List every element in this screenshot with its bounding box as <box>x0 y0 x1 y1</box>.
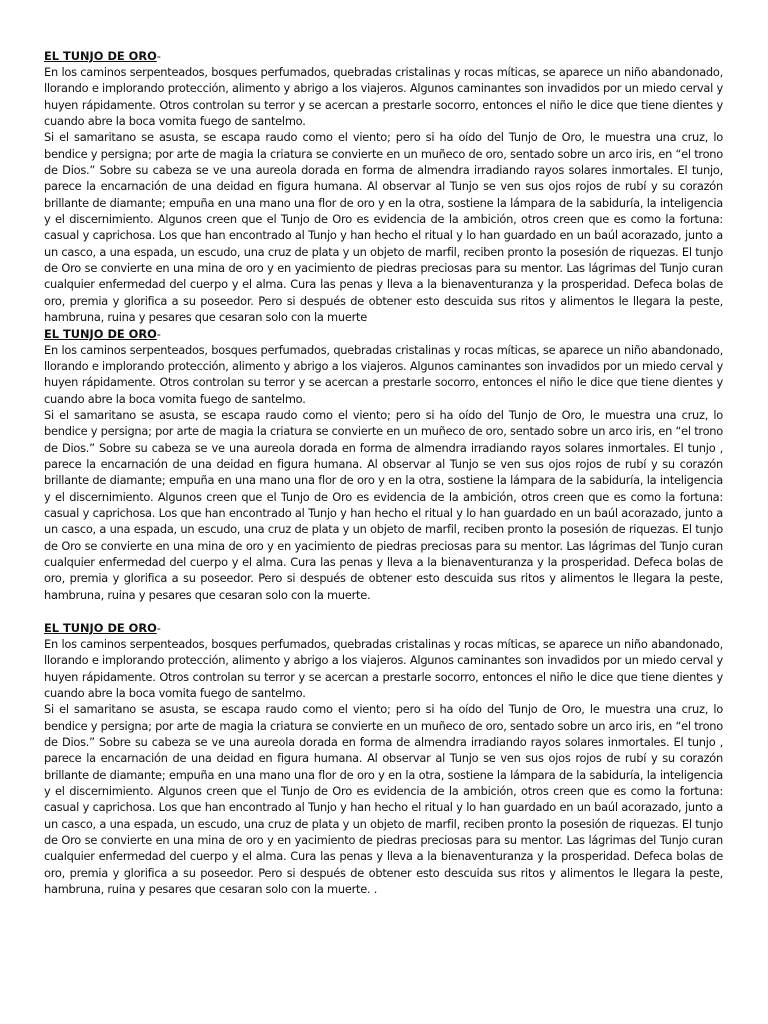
paragraph: En los caminos serpenteados, bosques perfumados, quebradas cristalinas y rocas míticas, se aparece un niño abandonado, llorando e implorando protección, alimento y abrigo a los viajeros. Algunos caminantes son invadidos por un miedo cerval y huyen rápidamente. Otros controlan su terror y se acercan a prestarle socorro, entonces el niño le dice que tiene dientes y cuando abre la boca vomita fuego de santelmo. <box>44 342 723 406</box>
story-section-1 <box>44 48 723 326</box>
section-title-text: EL TUNJO DE ORO <box>44 621 157 635</box>
section-title <box>44 620 723 636</box>
section-title-suffix: - <box>156 49 161 63</box>
section-title-suffix: - <box>156 326 161 341</box>
section-title-text: EL TUNJO DE ORO <box>44 326 157 341</box>
section-title-suffix: - <box>156 621 161 635</box>
section-title <box>44 48 723 64</box>
story-section-2 <box>44 326 723 604</box>
section-title <box>44 326 723 342</box>
paragraph: En los caminos serpenteados, bosques perfumados, quebradas cristalinas y rocas míticas, se aparece un niño abandonado, llorando e implorando protección, alimento y abrigo a los viajeros. Algunos caminantes son invadidos por un miedo cerval y huyen rápidamente. Otros controlan su terror y se acercan a prestarle socorro, entonces el niño le dice que tiene dientes y cuando abre la boca vomita fuego de santelmo. <box>44 65 723 129</box>
story-section-3 <box>44 620 723 898</box>
section-title-text: EL TUNJO DE ORO <box>44 49 157 63</box>
paragraph: En los caminos serpenteados, bosques perfumados, quebradas cristalinas y rocas míticas, se aparece un niño abandonado, llorando e implorando protección, alimento y abrigo a los viajeros. Algunos caminantes son invadidos por un miedo cerval y huyen rápidamente. Otros controlan su terror y se acercan a prestarle socorro, entonces el niño le dice que tiene dientes y cuando abre la boca vomita fuego de santelmo. <box>44 637 723 701</box>
document-page <box>44 48 723 898</box>
paragraph: Si el samaritano se asusta, se escapa raudo como el viento; pero si ha oído del Tunjo de Oro, le muestra una cruz, lo bendice y persigna; por arte de magia la criatura se convierte en un muñeco de oro, sentado sobre un arco iris, en “el trono de Dios.” Sobre su cabeza se ve una aureola dorada en forma de almendra irradiando rayos solares inmortales. El tunjo , parece la encarnación de una deidad en figura humana. Al observar al Tunjo se ven sus ojos rojos de rubí y su corazón brillante de diamante; empuña en una mano una flor de oro y en la otra, sostiene la lámpara de la sabiduría, la inteligencia y el discernimiento. Algunos creen que el Tunjo de Oro es evidencia de la ambición, otros creen que es como la fortuna: casual y caprichosa. Los que han encontrado al Tunjo y han hecho el ritual y lo han guardado en un baúl acorazado, junto a un casco, a una espada, un escudo, una cruz de plata y un objeto de marfil, reciben pronto la posesión de riquezas. El tunjo de Oro se convierte en una mina de oro y en yacimiento de piedras preciosas para su mentor. Las lágrimas del Tunjo curan cualquier enfermedad del cuerpo y el alma. Cura las penas y lleva a la bienaventuranza y la prosperidad. Defeca bolas de oro, premia y glorifica a su poseedor. Pero si después de obtener esto descuida sus ritos y alimentos le llegara la peste, hambruna, ruina y pesares que cesaran solo con la muerte. <box>44 407 723 602</box>
paragraph: Si el samaritano se asusta, se escapa raudo como el viento; pero si ha oído del Tunjo de Oro, le muestra una cruz, lo bendice y persigna; por arte de magia la criatura se convierte en un muñeco de oro, sentado sobre un arco iris, en “el trono de Dios.” Sobre su cabeza se ve una aureola dorada en forma de almendra irradiando rayos solares inmortales. El tunjo , parece la encarnación de una deidad en figura humana. Al observar al Tunjo se ven sus ojos rojos de rubí y su corazón brillante de diamante; empuña en una mano una flor de oro y en la otra, sostiene la lámpara de la sabiduría, la inteligencia y el discernimiento. Algunos creen que el Tunjo de Oro es evidencia de la ambición, otros creen que es como la fortuna: casual y caprichosa. Los que han encontrado al Tunjo y han hecho el ritual y lo han guardado en un baúl acorazado, junto a un casco, a una espada, un escudo, una cruz de plata y un objeto de marfil, reciben pronto la posesión de riquezas. El tunjo de Oro se convierte en una mina de oro y en yacimiento de piedras preciosas para su mentor. Las lágrimas del Tunjo curan cualquier enfermedad del cuerpo y el alma. Cura las penas y lleva a la bienaventuranza y la prosperidad. Defeca bolas de oro, premia y glorifica a su poseedor. Pero si después de obtener esto descuida sus ritos y alimentos le llegara la peste, hambruna, ruina y pesares que cesaran solo con la muerte. . <box>44 702 723 897</box>
paragraph: Si el samaritano se asusta, se escapa raudo como el viento; pero si ha oído del Tunjo de Oro, le muestra una cruz, lo bendice y persigna; por arte de magia la criatura se convierte en un muñeco de oro, sentado sobre un arco iris, en “el trono de Dios.” Sobre su cabeza se ve una aureola dorada en forma de almendra irradiando rayos solares inmortales. El tunjo, parece la encarnación de una deidad en figura humana. Al observar al Tunjo se ven sus ojos rojos de rubí y su corazón brillante de diamante; empuña en una mano una flor de oro y en la otra, sostiene la lámpara de la sabiduría, la inteligencia y el discernimiento. Algunos creen que el Tunjo de Oro es evidencia de la ambición, otros creen que es como la fortuna: casual y caprichosa. Los que han encontrado al Tunjo y han hecho el ritual y lo han guardado en un baúl acorazado, junto a un casco, a una espada, un escudo, una cruz de plata y un objeto de marfil, reciben pronto la posesión de riquezas. El tunjo de Oro se convierte en una mina de oro y en yacimiento de piedras preciosas para su mentor. Las lágrimas del Tunjo curan cualquier enfermedad del cuerpo y el alma. Cura las penas y lleva a la bienaventuranza y la prosperidad. Defeca bolas de oro, premia y glorifica a su poseedor. Pero si después de obtener esto descuida sus ritos y alimentos le llegara la peste, hambruna, ruina y pesares que cesaran solo con la muerte <box>44 130 723 325</box>
